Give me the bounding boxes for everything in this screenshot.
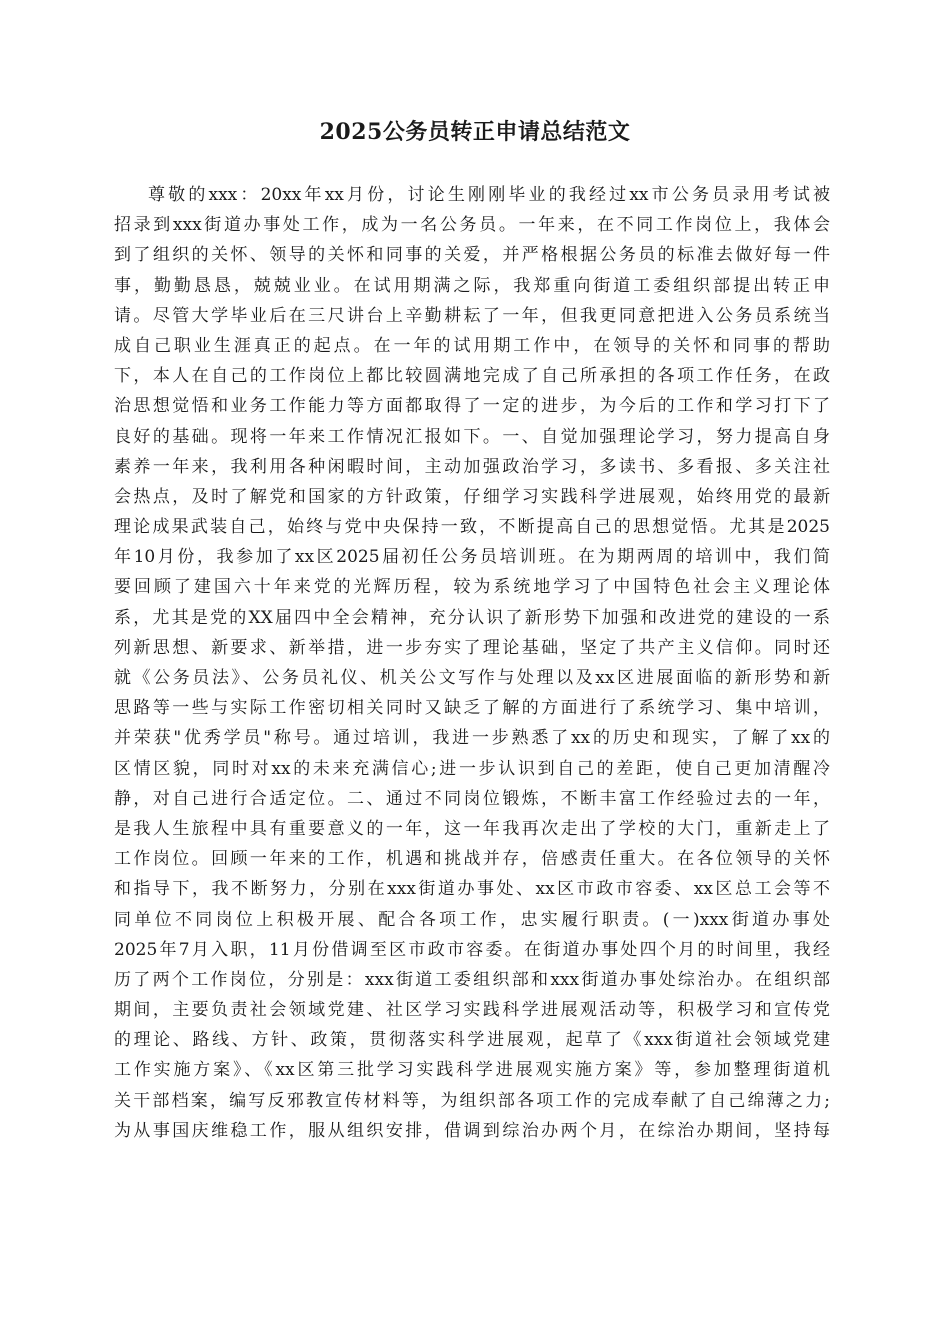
body-line: 事，勤勤恳恳，兢兢业业。在试用期满之际，我郑重向街道工委组织部提出转正申 [114,275,830,296]
body-line: 为从事国庆维稳工作，服从组织安排，借调到综治办两个月，在综治办期间，坚持每 [114,1120,830,1141]
body-line: 期间，主要负责社会领域党建、社区学习实践科学进展观活动等，积极学习和宣传党 [114,1000,830,1021]
body-line: 工作实施方案》、《xx区第三批学习实践科学进展观实施方案》等，参加整理街道机 [114,1060,830,1081]
body-line: 招录到xxx街道办事处工作，成为一名公务员。一年来，在不同工作岗位上，我体会 [114,215,830,236]
body-line: 关干部档案，编写反邪教宣传材料等，为组织部各项工作的完成奉献了自己绵薄之力; [114,1090,830,1111]
body-line: 到了组织的关怀、领导的关怀和同事的关爱，并严格根据公务员的标准去做好每一件 [114,245,830,266]
body-line: 2025年7月入职，11月份借调至区市政市容委。在街道办事处四个月的时间里，我经 [114,939,830,960]
body-line: 区情区貌，同时对xx的未来充满信心;进一步认识到自己的差距，使自己更加清醒冷 [114,758,830,779]
body-line: 和指导下，我不断努力，分别在xxx街道办事处、xx区市政市容委、xx区总工会等不 [114,879,830,900]
body-line: 请。尽管大学毕业后在三尺讲台上辛勤耕耘了一年，但我更同意把进入公务员系统当 [114,305,830,326]
body-line: 思路等一些与实际工作密切相关同时又缺乏了解的方面进行了系统学习、集中培训， [114,698,830,719]
body-line: 并荣获"优秀学员"称号。通过培训，我进一步熟悉了xx的历史和现实，了解了xx的 [114,728,830,749]
body-line: 要回顾了建国六十年来党的光辉历程，较为系统地学习了中国特色社会主义理论体 [114,577,830,598]
document-body [114,180,830,1146]
document-title: 2025公务员转正申请总结范文 [319,119,631,145]
body-line: 理论成果武装自己，始终与党中央保持一致，不断提高自己的思想觉悟。尤其是2025 [114,517,830,538]
body-line: 素养一年来，我利用各种闲暇时间，主动加强政治学习，多读书、多看报、多关注社 [114,456,830,477]
body-line: 年10月份，我参加了xx区2025届初任公务员培训班。在为期两周的培训中，我们简 [114,547,830,568]
body-line: 治思想觉悟和业务工作能力等方面都取得了一定的进步，为今后的工作和学习打下了 [114,396,830,417]
body-line: 静，对自己进行合适定位。二、通过不同岗位锻炼，不断丰富工作经验过去的一年， [114,788,830,809]
body-line: 成自己职业生涯真正的起点。在一年的试用期工作中，在领导的关怀和同事的帮助 [114,335,830,356]
body-line: 工作岗位。回顾一年来的工作，机遇和挑战并存，倍感责任重大。在各位领导的关怀 [114,849,830,870]
body-line: 历了两个工作岗位，分别是：xxx街道工委组织部和xxx街道办事处综治办。在组织部 [114,969,830,990]
body-line: 尊敬的xxx：20xx年xx月份，讨论生刚刚毕业的我经过xx市公务员录用考试被 [148,185,830,205]
body-line: 的理论、路线、方针、政策，贯彻落实科学进展观，起草了《xxx街道社会领域党建 [114,1030,830,1051]
body-line: 下，本人在自己的工作岗位上都比较圆满地完成了自己所承担的各项工作任务，在政 [114,366,830,387]
body-line: 良好的基础。现将一年来工作情况汇报如下。一、自觉加强理论学习，努力提高自身 [114,426,830,447]
body-line: 会热点，及时了解党和国家的方针政策，仔细学习实践科学进展观，始终用党的最新 [114,486,830,507]
body-line: 就《公务员法》、公务员礼仪、机关公文写作与处理以及xx区进展面临的新形势和新 [114,668,830,688]
body-line: 是我人生旅程中具有重要意义的一年，这一年我再次走出了学校的大门，重新走上了 [114,818,830,839]
body-line: 列新思想、新要求、新举措，进一步夯实了理论基础，坚定了共产主义信仰。同时还 [114,637,830,658]
body-line: 系，尤其是党的XX届四中全会精神，充分认识了新形势下加强和改进党的建设的一系 [114,607,830,628]
body-line: 同单位不同岗位上积极开展、配合各项工作，忠实履行职责。(一)xxx街道办事处 [114,909,830,930]
